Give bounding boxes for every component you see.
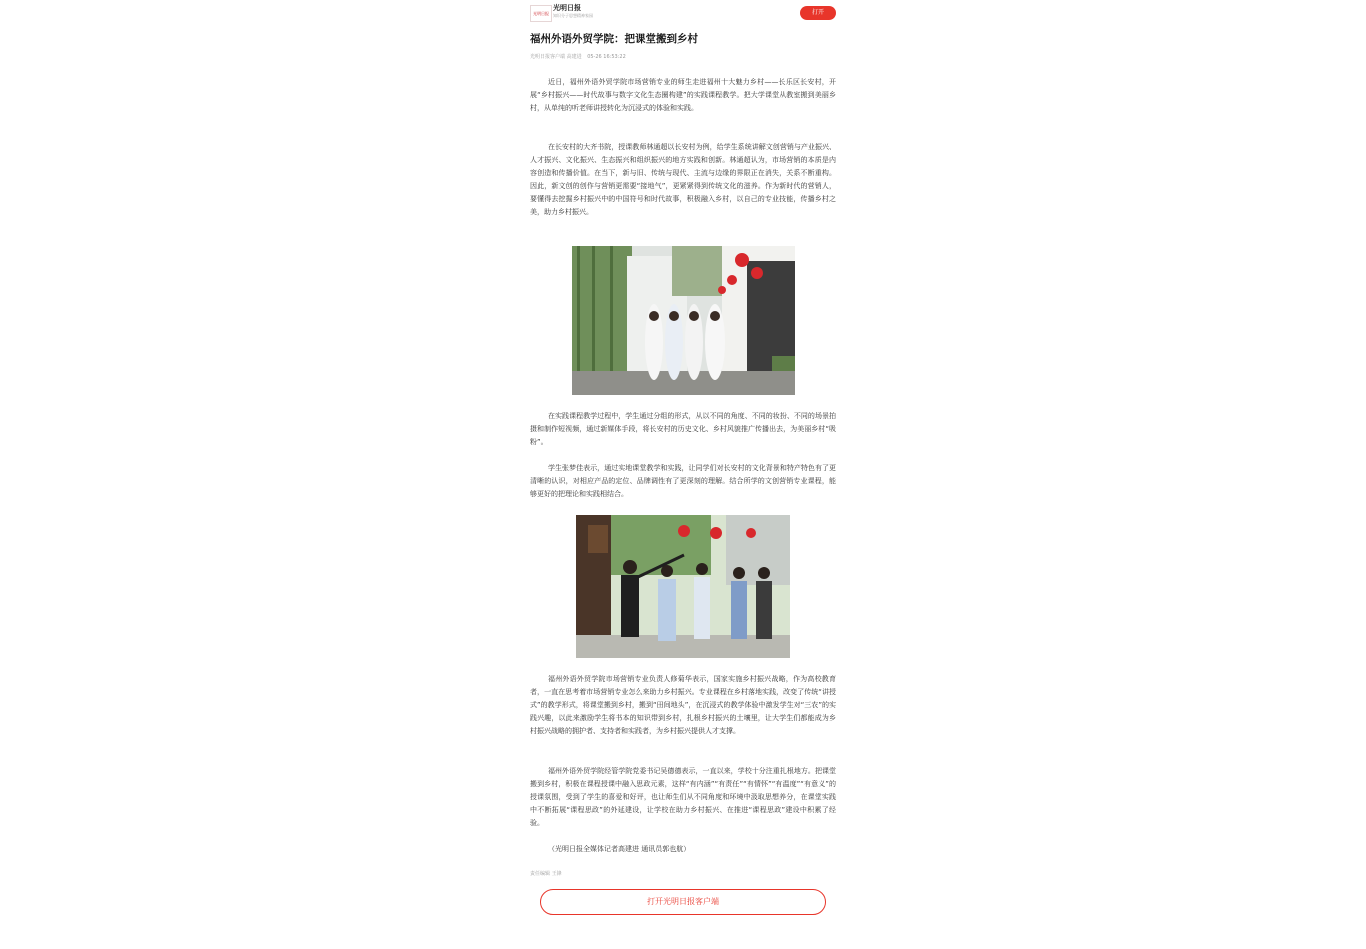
responsible-editor: 责任编辑 王锋 bbox=[530, 871, 562, 877]
article-source: 光明日报客户端 高建进 bbox=[530, 54, 582, 60]
article-paragraph: 福州外语外贸学院市场营销专业负责人修菊华表示，国家实施乡村振兴战略，作为高校教育者，一直在思考着市场营销专业怎么来助力乡村振兴。专业课程在乡村落地实践，改变了传统“讲授式”的教学形式，将课堂搬到乡村，搬到“田间地头”，在沉浸式的教学体验中激发学生对“三农”的实践兴趣，以此来激励学生将书本的知识带到乡村，扎根乡村振兴的土壤里，让大学生们都能成为乡村振兴战略的拥护者、支持者和实践者，为乡村振兴提供人才支撑。 bbox=[530, 675, 836, 735]
article-paragraph: 在长安村的大齐书院，授课教师林通超以长安村为例，给学生系统讲解文创营销与产业振兴、人才振兴、文化振兴、生态振兴和组织振兴的地方实践和创新。林通超认为，市场营销的本质是内容创造和传播价值。在当下，新与旧、传统与现代、主流与边缘的界限正在消失，关系不断重构。因此，新文创的创作与营销更需要“接地气”，更紧紧得到传统文化的滋养。作为新时代的营销人，要懂得去挖掘乡村振兴中的中国符号和时代故事，积极融入乡村，以自己的专业技能，传播乡村之美，助力乡村振兴。 bbox=[530, 143, 836, 216]
article-paragraph: 近日，福州外语外贸学院市场营销专业的师生走进福州十大魅力乡村——长乐区长安村，开展“乡村振兴——时代故事与数字文化生态圈构建”的实践课程教学。把大学课堂从教室搬到美丽乡村，从单纯的听老师讲授转化为沉浸式的体验和实践。 bbox=[530, 78, 836, 112]
open-in-app-button[interactable]: 打开光明日报客户端 bbox=[540, 889, 826, 915]
article-meta bbox=[530, 53, 630, 60]
article-paragraph: 学生张梦佳表示，通过实地课堂教学和实践，让同学们对长安村的文化背景和特产特色有了更清晰的认识，对相应产品的定位、品牌调性有了更深刻的理解。结合所学的文创营销专业课程，能够更好的把理论和实践相结合。 bbox=[530, 464, 836, 498]
open-app-button[interactable]: 打开 bbox=[800, 6, 836, 20]
article-datetime: 05-26 16:53:22 bbox=[587, 54, 626, 60]
article-image-hanfu-students bbox=[572, 246, 795, 395]
article-title: 福州外语外贸学院：把课堂搬到乡村 bbox=[530, 33, 698, 45]
hanfu-photo-illustration bbox=[572, 246, 795, 395]
article-image-field-teaching bbox=[576, 515, 790, 658]
gmw-logo: 光明日报 bbox=[530, 5, 552, 22]
article-paragraph: 在实践课程教学过程中，学生通过分组的形式，从以不同的角度、不同的妆扮、不同的场景拍摄和制作短视频，通过新媒体手段，将长安村的历史文化、乡村风貌推广传播出去，为美丽乡村“吸粉”。 bbox=[530, 412, 836, 446]
brand-name: 光明日报 bbox=[553, 4, 581, 12]
article-credit: （光明日报全媒体记者高建进 通讯员郭也航） bbox=[548, 845, 691, 853]
teaching-photo-illustration bbox=[576, 515, 790, 658]
article-paragraph: 福州外语外贸学院经管学院党委书记吴德德表示，一直以来，学校十分注重扎根地方。把课堂搬到乡村，积极在课程授课中融入思政元素，这样“有内涵”“有责任”“有情怀”“有温度”“有意义”的授课氛围，受到了学生的喜爱和好评，也让师生们从不同角度和环境中汲取思想养分，在课堂实践中不断拓展“课程思政”的外延建设，让学校在助力乡村振兴、在推进“课程思政”建设中积累了经验。 bbox=[530, 767, 836, 827]
brand-subtitle: 知识分子思想精神家园 bbox=[553, 13, 593, 18]
app-banner bbox=[530, 2, 836, 24]
